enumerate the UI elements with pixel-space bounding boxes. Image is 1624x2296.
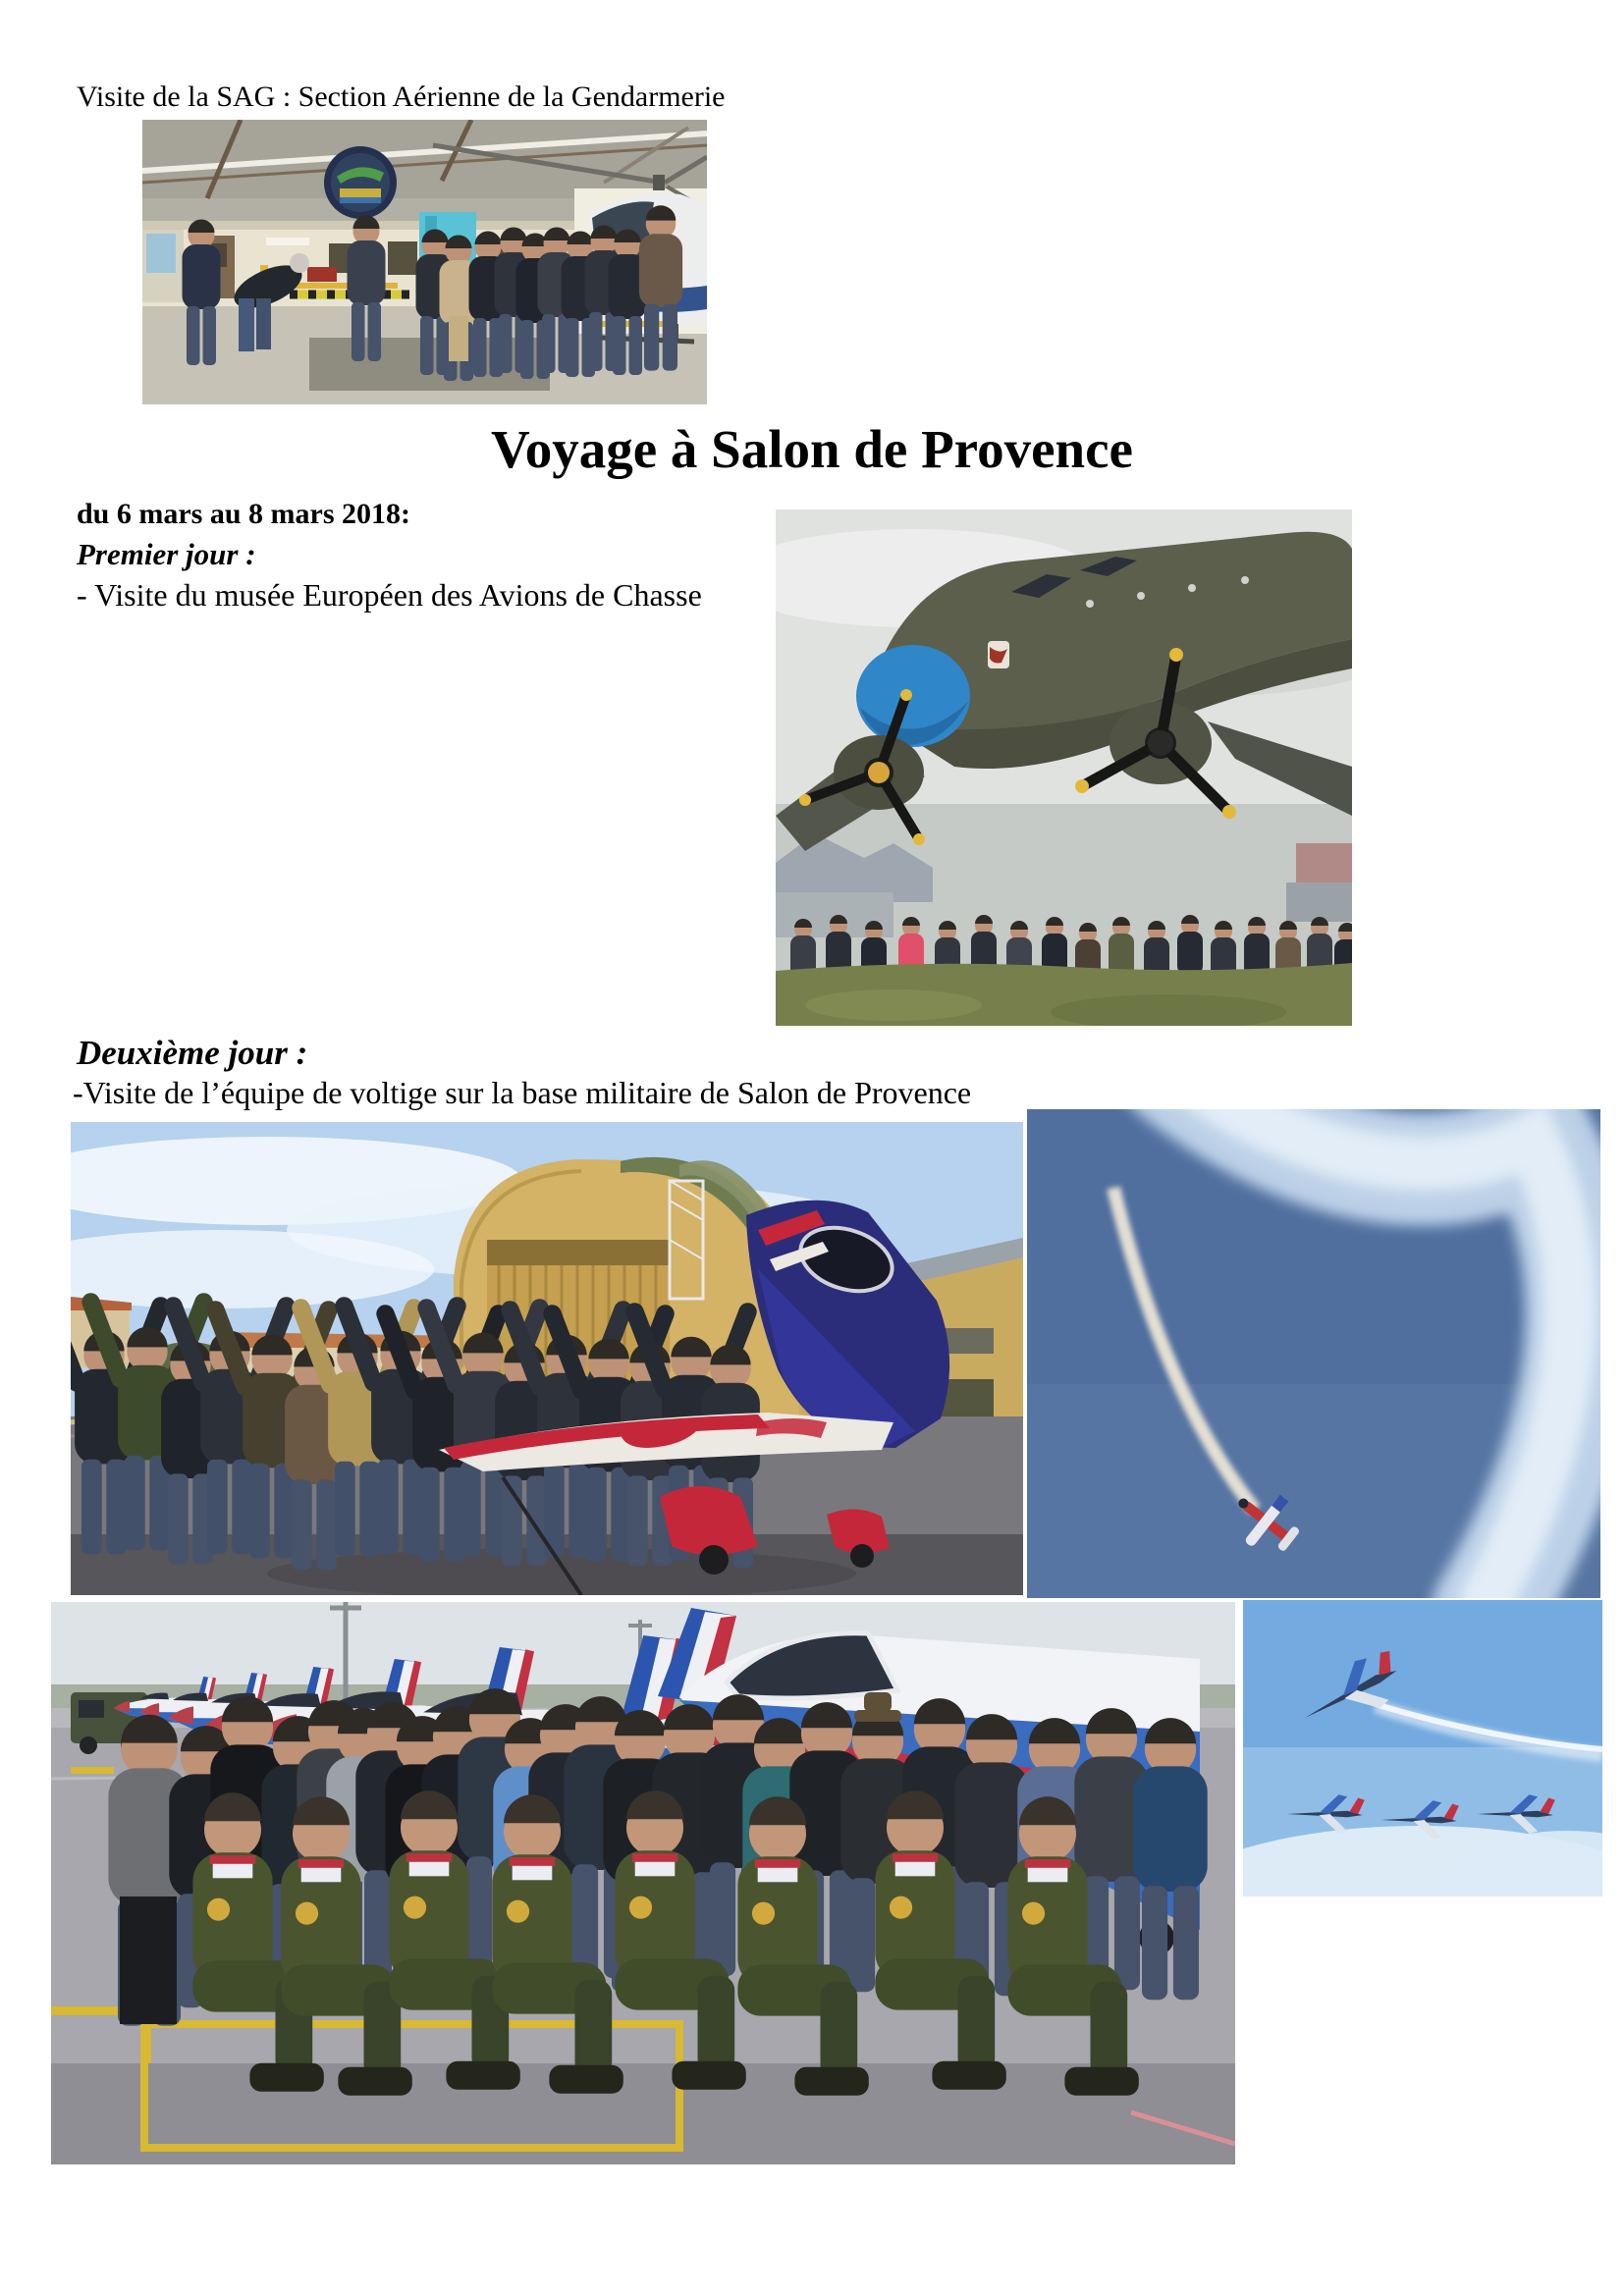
sag-hangar-illustration — [142, 120, 707, 404]
photo-musee-avions-groupe — [776, 509, 1352, 1026]
day2-item: -Visite de l’équipe de voltige sur la base militaire de Salon de Provence — [73, 1075, 972, 1110]
patrouille-groupe-illustration — [51, 1602, 1235, 2164]
voltige-ciel-illustration — [1027, 1109, 1600, 1598]
photo-sag-hangar — [142, 120, 707, 404]
day2-heading: Deuxième jour : — [77, 1034, 308, 1072]
photo-patrouille-groupe-pilotes — [51, 1602, 1235, 2164]
voltige-groupe-illustration — [71, 1122, 1023, 1595]
patrouille-vol-illustration — [1243, 1600, 1602, 1896]
musee-illustration — [776, 509, 1352, 1026]
intro-line: Visite de la SAG : Section Aérienne de la Gendarmerie — [77, 80, 726, 113]
photo-voltige-groupe-hangar — [71, 1122, 1023, 1595]
photo-patrouille-jets-vol — [1243, 1600, 1602, 1896]
page-title: Voyage à Salon de Provence — [491, 419, 1133, 479]
trip-dates-line: du 6 mars au 8 mars 2018: — [77, 498, 411, 530]
photo-voltige-avion-ciel — [1027, 1109, 1600, 1598]
day1-item: - Visite du musée Européen des Avions de Chasse — [77, 577, 702, 613]
day1-heading: Premier jour : — [77, 537, 256, 571]
